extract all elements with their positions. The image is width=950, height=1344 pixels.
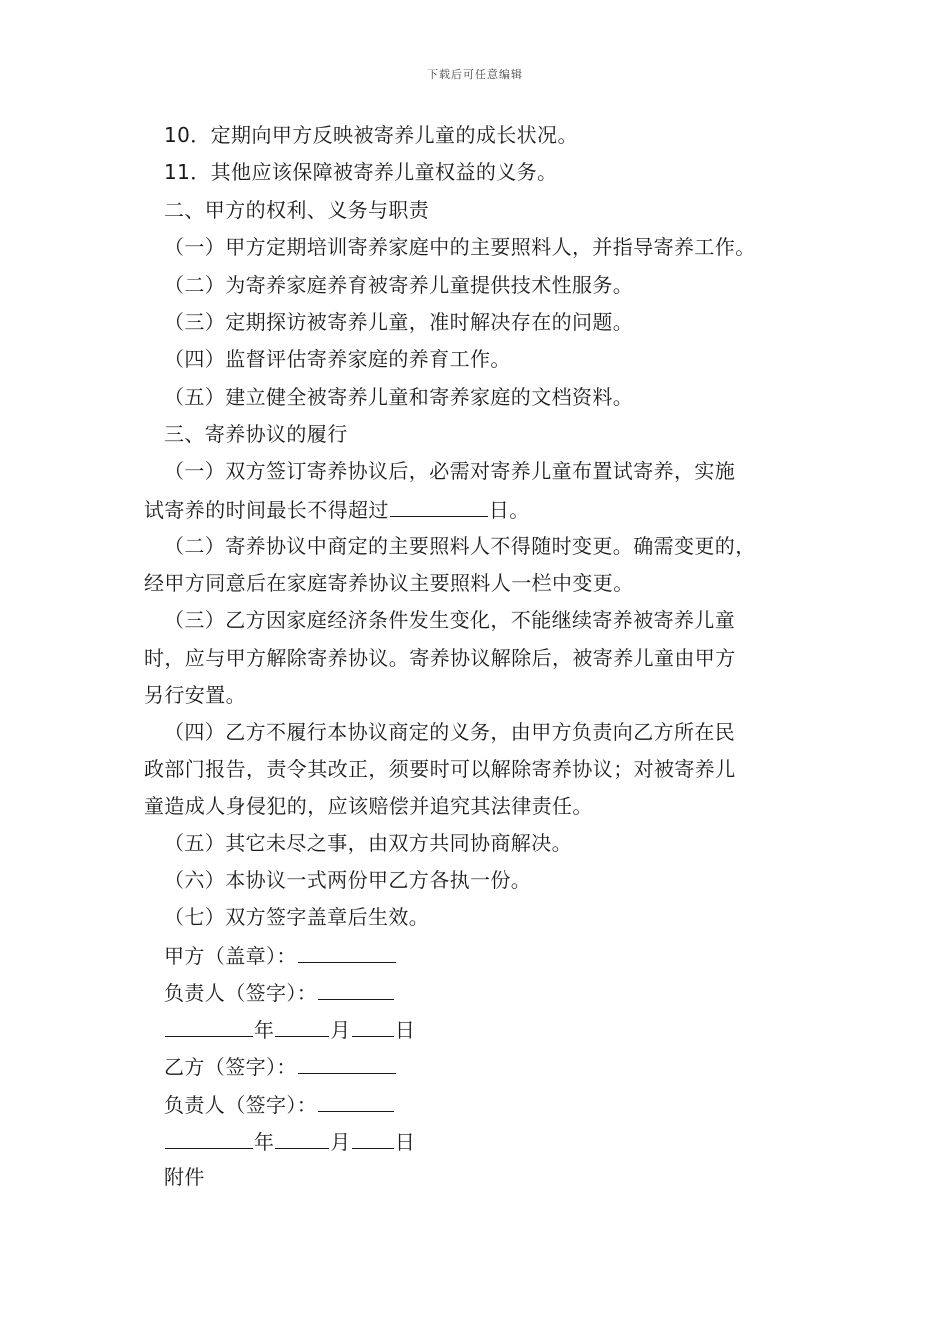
party-b-sign-blank (298, 1051, 396, 1074)
party-b-sign-line (164, 1051, 397, 1081)
section-2-title: 二、甲方的权利、义务与职责 (164, 198, 430, 222)
party-a-person-blank (318, 977, 394, 1000)
section-2-item-4: （四）监督评估寄养家庭的养育工作。 (164, 347, 511, 371)
party-a-seal-line (164, 940, 397, 970)
party-a-label: 甲方（盖章）： (164, 944, 297, 968)
section-3-item-3-line-2: 时，应与甲方解除寄养协议。寄养协议解除后，被寄养儿童由甲方 (144, 646, 736, 670)
section-3-item-5: （五）其它未尽之事，由双方共同协商解决。 (164, 831, 572, 855)
party-a-year-label: 年 (254, 1018, 275, 1042)
party-b-label: 乙方（签字）： (164, 1055, 297, 1079)
clause-11: 11．其他应该保障被寄养儿童权益的义务。 (164, 160, 558, 184)
clause-10: 10．定期向甲方反映被寄养儿童的成长状况。 (164, 123, 578, 147)
header-note: 下载后可任意编辑 (427, 68, 523, 81)
party-b-year-blank (165, 1126, 253, 1149)
party-a-day-blank (352, 1014, 394, 1037)
section-2-item-2: （二）为寄养家庭养育被寄养儿童提供技术性服务。 (164, 273, 634, 297)
section-2-item-3: （三）定期探访被寄养儿童，准时解决存在的问题。 (164, 310, 634, 334)
section-3-item-4-line-2: 政部门报告，责令其改正，须要时可以解除寄养协议；对被寄养儿 (144, 757, 736, 781)
section-3-item-4-line-1: （四）乙方不履行本协议商定的义务，由甲方负责向乙方所在民 (164, 720, 736, 744)
party-b-month-label: 月 (330, 1130, 351, 1154)
party-b-day-label: 日 (394, 1130, 416, 1154)
party-a-date-line (164, 1014, 415, 1044)
section-3-item-1-line-2 (144, 494, 530, 524)
party-a-person-line (164, 977, 395, 1007)
section-3-item-3-line-3: 另行安置。 (144, 683, 246, 707)
party-b-year-label: 年 (254, 1130, 275, 1154)
party-a-year-blank (165, 1014, 253, 1037)
party-b-person-line (164, 1089, 395, 1119)
section-3-item-6: （六）本协议一式两份甲乙方各执一份。 (164, 868, 532, 892)
section-3-item-7: （七）双方签字盖章后生效。 (164, 905, 430, 929)
party-a-day-label: 日 (394, 1018, 416, 1042)
trial-period-unit: 日。 (488, 498, 530, 522)
attachment-label: 附件 (164, 1165, 205, 1189)
trial-period-text: 试寄养的时间最长不得超过 (144, 498, 389, 522)
section-2-item-5: （五）建立健全被寄养儿童和寄养家庭的文档资料。 (164, 385, 634, 409)
section-3-item-2-line-2: 经甲方同意后在家庭寄养协议主要照料人一栏中变更。 (144, 571, 634, 595)
party-b-day-blank (352, 1126, 394, 1149)
section-3-item-4-line-3: 童造成人身侵犯的，应该赔偿并追究其法律责任。 (144, 794, 593, 818)
party-a-person-label: 负责人（签字）： (164, 981, 318, 1005)
section-3-item-2-line-1: （二）寄养协议中商定的主要照料人不得随时变更。确需变更的， (164, 534, 756, 558)
party-b-date-line (164, 1126, 415, 1156)
party-a-seal-blank (298, 940, 396, 963)
party-a-month-label: 月 (330, 1018, 351, 1042)
party-b-person-label: 负责人（签字）： (164, 1093, 318, 1117)
section-3-title: 三、寄养协议的履行 (164, 422, 348, 446)
party-b-month-blank (275, 1126, 329, 1149)
party-a-month-blank (275, 1014, 329, 1037)
party-b-person-blank (318, 1089, 394, 1112)
trial-days-blank (390, 494, 488, 517)
section-3-item-1-line-1: （一）双方签订寄养协议后，必需对寄养儿童布置试寄养，实施 (164, 459, 736, 483)
section-2-item-1: （一）甲方定期培训寄养家庭中的主要照料人，并指导寄养工作。 (164, 235, 756, 259)
section-3-item-3-line-1: （三）乙方因家庭经济条件发生变化，不能继续寄养被寄养儿童 (164, 608, 736, 632)
